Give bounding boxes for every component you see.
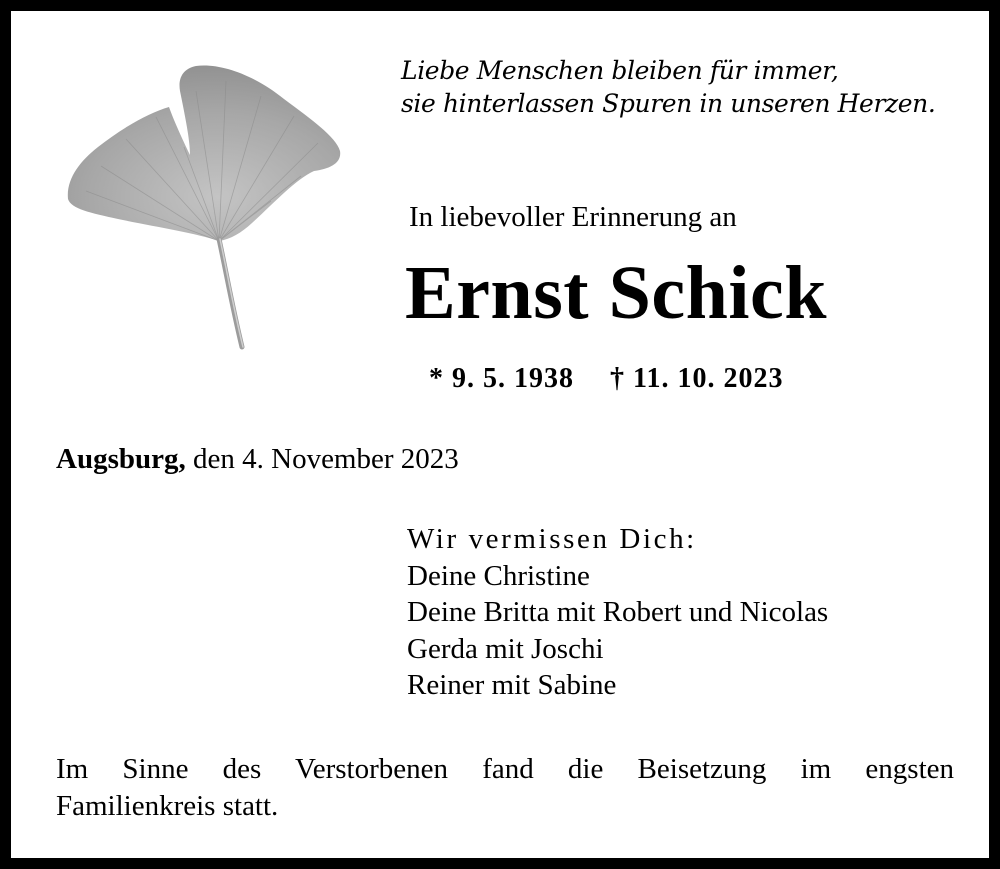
memorial-quote xyxy=(401,54,981,120)
notice-date: den 4. November 2023 xyxy=(193,443,459,475)
mourners-heading: Wir vermissen Dich: xyxy=(407,523,697,555)
death-date: † 11. 10. 2023 xyxy=(610,363,784,394)
mourners-list xyxy=(407,521,828,704)
quote-line-1: Liebe Menschen bleiben für immer, xyxy=(401,56,839,85)
place-city: Augsburg, xyxy=(56,443,186,475)
closing-note xyxy=(56,751,954,825)
deceased-name: Ernst Schick xyxy=(405,251,827,335)
mourner-name: Deine Christine xyxy=(407,559,590,592)
closing-line-1: Im Sinne des Verstorbenen fand die Beisetzung im engsten xyxy=(56,753,954,785)
ginkgo-leaf-icon xyxy=(56,51,356,361)
life-dates xyxy=(429,361,783,397)
mourner-name: Reiner mit Sabine xyxy=(407,669,617,701)
memorial-intro: In liebevoller Erinnerung an xyxy=(409,201,737,233)
closing-line-2: Familienkreis statt. xyxy=(56,790,279,822)
mourner-name: Gerda mit Joschi xyxy=(407,632,604,665)
quote-line-2: sie hinterlassen Spuren in unseren Herzen. xyxy=(401,89,936,118)
birth-date: * 9. 5. 1938 xyxy=(429,363,574,394)
mourner-name: Deine Britta mit Robert und Nicolas xyxy=(407,596,829,628)
place-and-date xyxy=(56,441,459,477)
